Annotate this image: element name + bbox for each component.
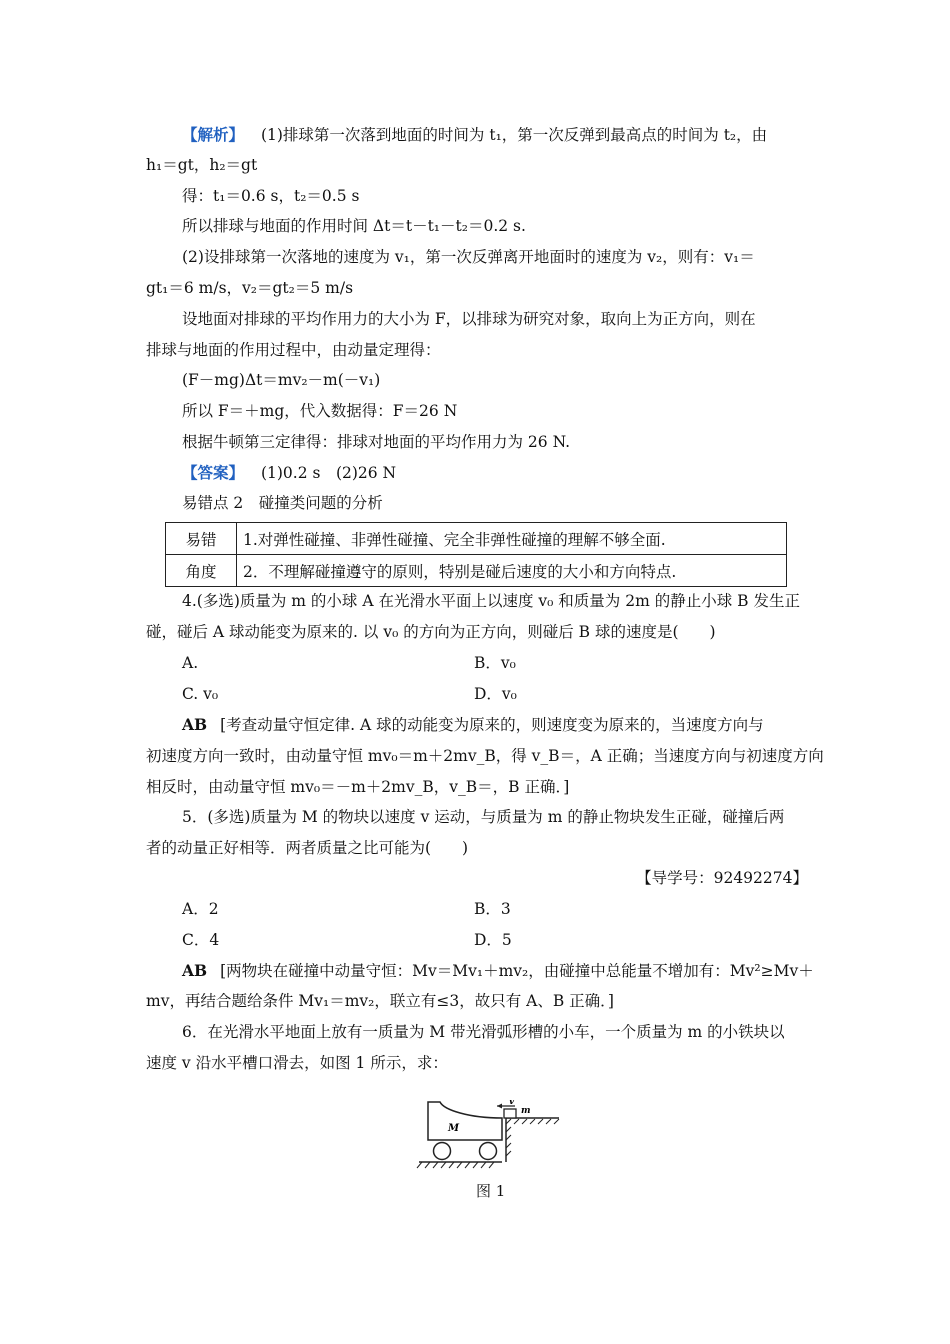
analysis-line-4: 所以排球与地面的作用时间 Δt＝t－t₁－t₂＝0.2 s. xyxy=(182,217,526,235)
table-head-1: 易错 xyxy=(166,523,237,555)
iron-block xyxy=(504,1109,516,1118)
analysis-line-1: 【解析】 (1)排球第一次落到地面的时间为 t₁，第一次反弹到最高点的时间为 t₂，由 xyxy=(182,125,768,144)
label-M: M xyxy=(448,1123,460,1134)
q5-stem-1: 5．(多选)质量为 M 的物块以速度 v 运动，与质量为 m 的静止物块发生正碰，碰撞后两 xyxy=(182,808,785,826)
table-head-2: 角度 xyxy=(166,555,237,587)
analysis-line-7: 设地面对排球的平均作用力的大小为 F，以排球为研究对象，取向上为正方向，则在 xyxy=(182,310,756,328)
answer-line: 【答案】 (1)0.2 s (2)26 N xyxy=(182,463,397,482)
analysis-line-11: 根据牛顿第三定律得：排球对地面的平均作用力为 26 N. xyxy=(182,433,571,451)
analysis-tag: 【解析】 xyxy=(182,125,245,144)
figure-caption: 图 1 xyxy=(476,1182,506,1200)
cart-body xyxy=(428,1102,502,1140)
section-heading: 易错点 2 碰撞类问题的分析 xyxy=(182,494,383,512)
velocity-arrow-head xyxy=(497,1104,502,1109)
q4-option-d: D．v₀ xyxy=(474,685,517,703)
analysis-line-9: (F－mg)Δt＝mv₂－m(－v₁) xyxy=(182,371,381,389)
analysis-line-2: h₁＝gt，h₂＝gt xyxy=(146,156,258,174)
wheel-right xyxy=(480,1143,497,1160)
q6-stem-1: 6．在光滑水平地面上放有一质量为 M 带光滑弧形槽的小车，一个质量为 m 的小铁块以 xyxy=(182,1023,785,1041)
q5-answer-2: mv，再结合题给条件 Mv₁＝mv₂，联立有≤3，故只有 A、B 正确．] xyxy=(146,992,614,1010)
q4-answer-label: AB xyxy=(182,715,208,734)
q5-option-d: D．5 xyxy=(474,931,512,949)
q4-answer-2: 初速度方向一致时，由动量守恒 mv₀＝m＋2mv_B，得 v_B＝，A 正确；当速度方向与初速度方向 xyxy=(146,747,824,765)
analysis-line-8: 排球与地面的作用过程中，由动量定理得： xyxy=(146,341,441,359)
label-m: m xyxy=(521,1106,531,1116)
table-row-1: 1.对弹性碰撞、非弹性碰撞、完全非弹性碰撞的理解不够全面. xyxy=(237,523,787,555)
q5-option-a: A．2 xyxy=(182,900,219,918)
ledge-hatch xyxy=(506,1119,559,1156)
q4-stem-2: 碰，碰后 A 球动能变为原来的. 以 v₀ 的方向为正方向，则碰后 B 球的速度是( ) xyxy=(146,623,716,641)
table-row-2: 2．不理解碰撞遵守的原则，特别是碰后速度的大小和方向特点. xyxy=(237,555,787,587)
analysis-line-6: gt₁＝6 m/s，v₂＝gt₂＝5 m/s xyxy=(146,279,354,297)
q6-stem-2: 速度 v 沿水平槽口滑去，如图 1 所示，求： xyxy=(146,1054,448,1072)
q4-option-b: B．v₀ xyxy=(474,654,516,672)
q5-answer-label: AB xyxy=(182,961,208,980)
analysis-line-10: 所以 F＝＋mg，代入数据得：F＝26 N xyxy=(182,402,458,420)
q4-option-a: A. xyxy=(182,654,199,672)
q4-answer-1: AB [考查动量守恒定律. A 球的动能变为原来的，则速度变为原来的，当速度方向与 xyxy=(182,715,764,734)
q4-answer-3: 相反时，由动量守恒 mv₀＝－m＋2mv_B，v_B＝，B 正确．] xyxy=(146,778,570,796)
wheel-left xyxy=(434,1143,451,1160)
analysis-line-5: (2)设排球第一次落地的速度为 v₁，第一次反弹离开地面时的速度为 v₂，则有：v₁＝ xyxy=(182,248,755,266)
q5-option-b: B．3 xyxy=(474,900,511,918)
ground-hatch xyxy=(417,1162,494,1168)
q4-stem-1: 4.(多选)质量为 m 的小球 A 在光滑水平面上以速度 v₀ 和质量为 2m 的静止小球 B 发生正 xyxy=(182,592,800,610)
cart-figure xyxy=(414,1100,564,1170)
analysis-line-3: 得：t₁＝0.6 s，t₂＝0.5 s xyxy=(182,187,360,205)
q5-stem-2: 者的动量正好相等．两者质量之比可能为( ) xyxy=(146,839,469,857)
q5-reference: 【导学号：92492274】 xyxy=(636,869,808,887)
q4-option-c: C. v₀ xyxy=(182,685,219,703)
q5-answer-1: AB [两物块在碰撞中动量守恒：Mv＝Mv₁＋mv₂，由碰撞中总能量不增加有：Mv²≥Mv＋ xyxy=(182,961,814,980)
error-table xyxy=(165,522,787,587)
answer-tag: 【答案】 xyxy=(182,463,245,482)
label-v: v xyxy=(509,1100,515,1107)
q5-option-c: C．4 xyxy=(182,931,220,949)
